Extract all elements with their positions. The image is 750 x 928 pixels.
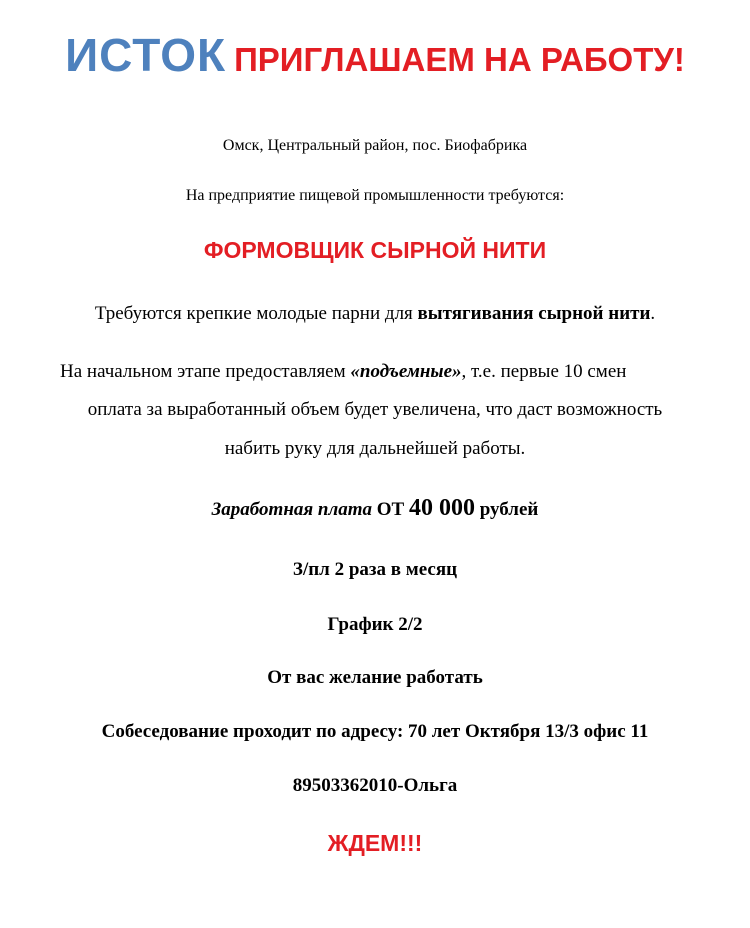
interview-address-line: Собеседование проходит по адресу: 70 лет Октября 13/3 офис 11 [101, 721, 649, 742]
requirement-emphasis: вытягивания сырной нити [417, 303, 651, 324]
offer-line-2: оплата за выработанный объем будет увеличена, что даст возможность [87, 399, 663, 420]
offer-line-1 [60, 361, 740, 383]
requirement-prefix: Требуются крепкие молодые парни для [94, 303, 418, 324]
offer-line1-suffix: , т.е. первые 10 смен [461, 361, 627, 382]
offer-line1-emphasis: «подъемные» [350, 361, 462, 382]
schedule-line: График 2/2 [327, 614, 423, 635]
location-line: Омск, Центральный район, пос. Биофабрика [222, 137, 528, 154]
headline: ПРИГЛАШАЕМ НА РАБОТУ! [234, 41, 685, 78]
salary-from: ОТ [376, 499, 405, 520]
salary-amount: 40 000 [408, 495, 475, 521]
position-title: ФОРМОВЩИК СЫРНОЙ НИТИ [203, 237, 547, 263]
offer-line-3: набить руку для дальнейшей работы. [224, 438, 526, 459]
closing-line: ЖДЕМ!!! [327, 830, 423, 856]
offer-line1-prefix: На начальном этапе предоставляем [60, 361, 351, 382]
pay-frequency-line: З/пл 2 раза в месяц [292, 559, 458, 580]
intro-line: На предприятие пищевой промышленности требуются: [185, 187, 565, 204]
flyer-header [0, 28, 750, 82]
requirement-line [0, 303, 750, 325]
wish-line: От вас желание работать [267, 667, 483, 688]
contact-phone-line: 89503362010-Ольга [292, 775, 458, 796]
salary-line [0, 495, 750, 522]
salary-currency: рублей [479, 499, 539, 520]
requirement-suffix: . [650, 303, 656, 324]
brand-logo-text: ИСТОК [65, 29, 227, 81]
salary-label: Заработная плата [211, 499, 372, 520]
